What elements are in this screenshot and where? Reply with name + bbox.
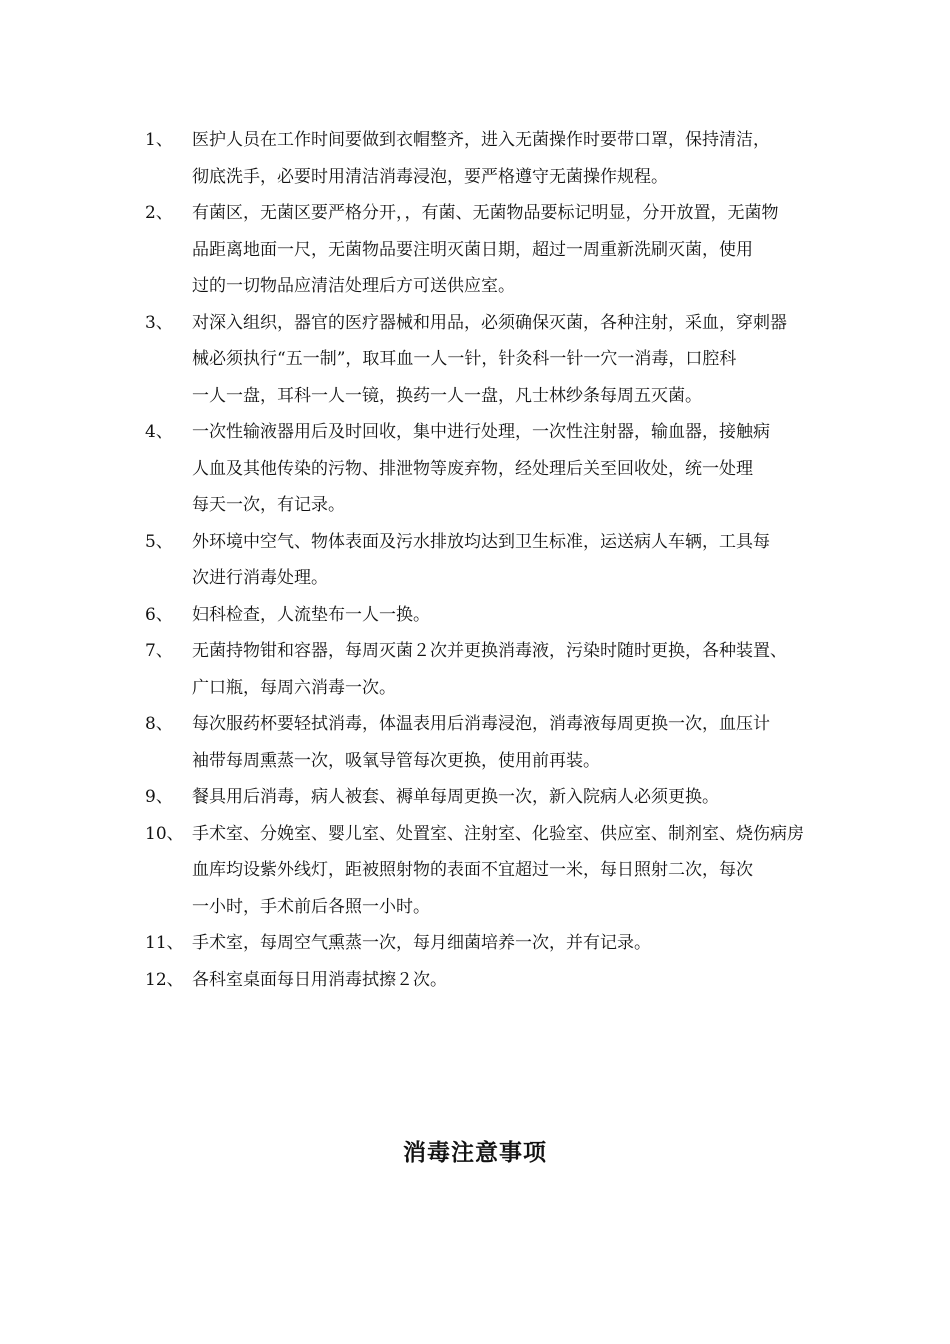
rule-number: 4、 — [145, 422, 173, 442]
rule-number: 2、 — [145, 203, 173, 223]
rule-text-line: 品距离地面一尺，无菌物品要注明灭菌日期，超过一周重新洗刷灭菌，使用 — [192, 239, 753, 260]
rule-number: 11、 — [145, 933, 184, 953]
rule-item — [145, 706, 825, 779]
rule-number: 1、 — [145, 130, 173, 150]
rule-item — [145, 524, 825, 597]
rule-text-line: 彻底洗手，必要时用清洁消毒浸泡，要严格遵守无菌操作规程。 — [192, 166, 668, 187]
rule-number: 7、 — [145, 641, 173, 661]
rule-text-line: 过的一切物品应清洁处理后方可送供应室。 — [192, 276, 515, 296]
rule-text-line: 每次服药杯要轻拭消毒，体温表用后消毒浸泡，消毒液每周更换一次，血压计 — [192, 714, 770, 734]
rule-text-line: 对深入组织，器官的医疗器械和用品，必须确保灭菌，各种注射，采血，穿刺器 — [192, 312, 787, 333]
rule-number: 5、 — [145, 531, 173, 552]
rule-item — [145, 414, 825, 524]
rule-item — [145, 597, 825, 634]
rule-item — [145, 305, 825, 415]
rule-item — [145, 195, 825, 305]
rule-text-line: 外环境中空气、物体表面及污水排放均达到卫生标准，运送病人车辆，工具每 — [192, 531, 770, 552]
rule-text-line: 一小时，手术前后各照一小时。 — [192, 896, 430, 917]
rule-number: 8、 — [145, 714, 173, 734]
rule-text-line: 各科室桌面每日用消毒拭擦２次。 — [192, 969, 447, 990]
rule-text-line: 手术室，每周空气熏蒸一次，每月细菌培养一次，并有记录。 — [192, 933, 651, 953]
rule-text-line: 械必须执行“五一制”，取耳血一人一针，针灸科一针一穴一消毒，口腔科 — [192, 349, 737, 369]
rule-text-line: 一人一盘，耳科一人一镜，换药一人一盘，凡士林纱条每周五灭菌。 — [192, 385, 702, 406]
rule-item — [145, 122, 825, 195]
rule-number: 12、 — [145, 969, 184, 990]
rule-item — [145, 779, 825, 816]
rule-text-line: 妇科检查，人流垫布一人一换。 — [192, 604, 430, 625]
rule-text-line: 每天一次，有记录。 — [192, 495, 345, 515]
section-title: 消毒注意事项 — [403, 1139, 547, 1166]
rule-item — [145, 816, 825, 926]
rule-text-line: 有菌区，无菌区要严格分开，，有菌、无菌物品要标记明显，分开放置，无菌物 — [192, 203, 779, 223]
rule-item — [145, 633, 825, 706]
rule-number: 3、 — [145, 312, 173, 333]
rule-text-line: 一次性输液器用后及时回收，集中进行处理，一次性注射器，输血器，接触病 — [192, 422, 770, 442]
rules-list — [145, 122, 825, 998]
rule-text-line: 人血及其他传染的污物、排泄物等废弃物，经处理后关至回收处，统一处理 — [192, 458, 753, 479]
rule-number: 6、 — [145, 604, 173, 625]
rule-item — [145, 962, 825, 999]
rule-item — [145, 925, 825, 962]
rule-text-line: 袖带每周熏蒸一次，吸氧导管每次更换，使用前再装。 — [192, 750, 600, 771]
rule-text-line: 次进行消毒处理。 — [192, 568, 328, 588]
rule-text-line: 医护人员在工作时间要做到衣帽整齐，进入无菌操作时要带口罩，保持清洁， — [192, 130, 770, 150]
rule-number: 9、 — [145, 787, 173, 807]
rule-text-line: 手术室、分娩室、婴儿室、处置室、注射室、化验室、供应室、制剂室、烧伤病房 — [192, 823, 804, 844]
rule-text-line: 餐具用后消毒，病人被套、褥单每周更换一次，新入院病人必须更换。 — [192, 787, 719, 807]
rule-number: 10、 — [145, 823, 184, 844]
rule-text-line: 血库均设紫外线灯，距被照射物的表面不宜超过一米，每日照射二次，每次 — [192, 860, 753, 880]
rule-text-line: 广口瓶，每周六消毒一次。 — [192, 677, 396, 698]
rule-text-line: 无菌持物钳和容器，每周灭菌２次并更换消毒液，污染时随时更换，各种装置、 — [192, 641, 787, 661]
